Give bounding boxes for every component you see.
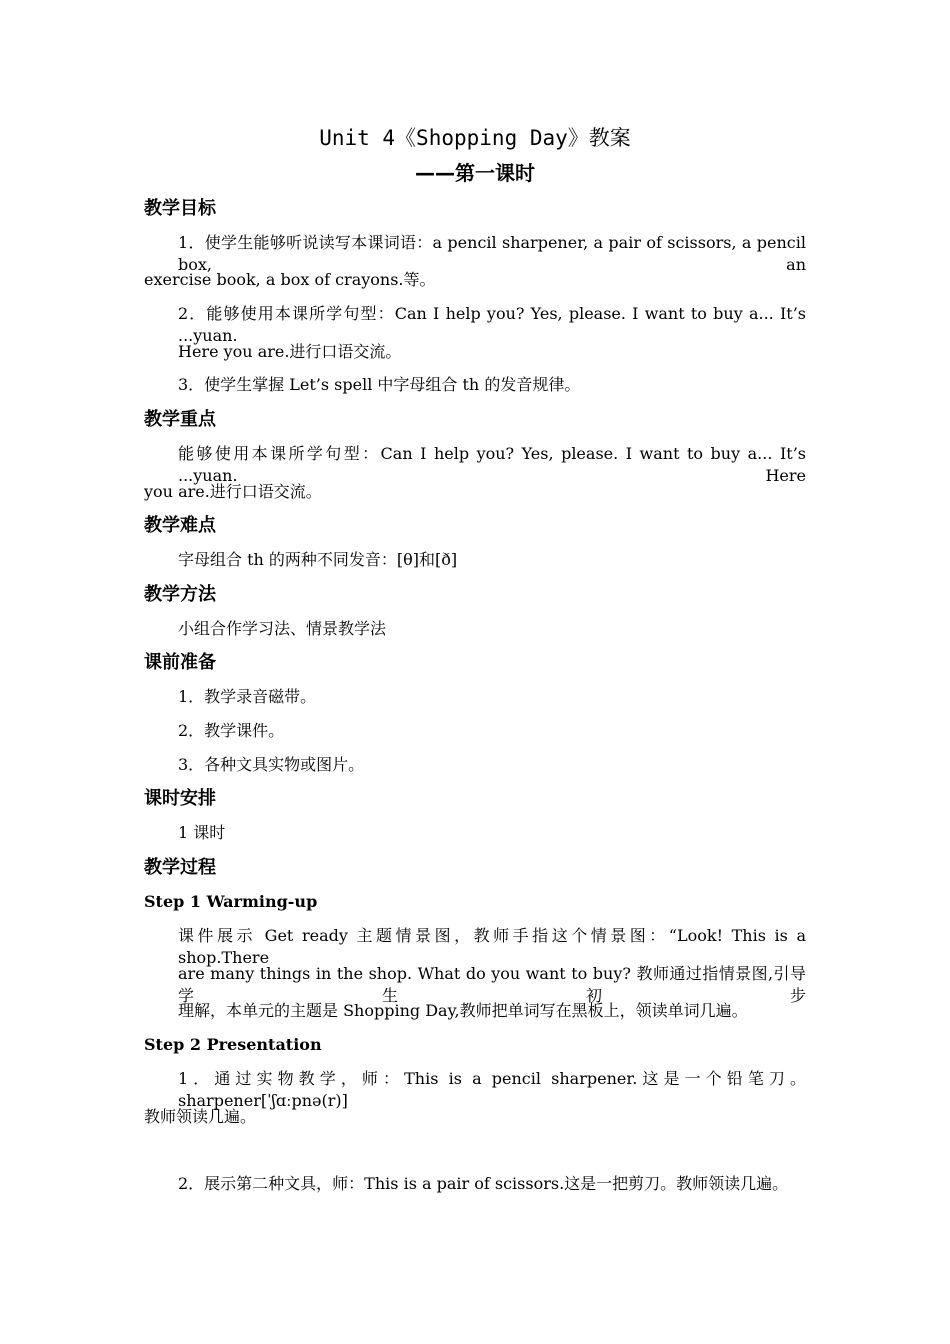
step1-line3: 理解，本单元的主题是 Shopping Day,教师把单词写在黑板上，领读单词几遍。 [178, 1001, 748, 1020]
heading-process: 教学过程 [144, 857, 216, 878]
schedule-text: 1 课时 [178, 823, 226, 842]
preparation-item: 3．各种文具实物或图片。 [178, 755, 365, 774]
objective-2-line2: Here you are.进行口语交流。 [178, 342, 402, 361]
heading-schedule: 课时安排 [144, 788, 216, 809]
step2-item1-line2: 教师领读几遍。 [144, 1107, 257, 1126]
step2-title: Step 2 Presentation [144, 1035, 322, 1054]
objective-2-line1: 2．能够使用本课所学句型：Can I help you? Yes, please. I want to buy a... It’s ...yuan. [178, 304, 806, 345]
doc-subtitle: ——第一课时 [415, 161, 535, 185]
key-points-line1: 能够使用本课所学句型：Can I help you? Yes, please. I want to buy a... It’s ...yuan. Here [178, 444, 806, 485]
key-points-line2: you are.进行口语交流。 [144, 482, 322, 501]
step1-line2: are many things in the shop. What do you want to buy? 教师通过指情景图,引导学生初步 [178, 964, 806, 1005]
step1-title: Step 1 Warming-up [144, 892, 318, 911]
heading-objectives: 教学目标 [144, 198, 216, 219]
objective-3: 3．使学生掌握 Let’s spell 中字母组合 th 的发音规律。 [178, 375, 581, 394]
heading-key-points: 教学重点 [144, 409, 216, 430]
preparation-item: 2．教学课件。 [178, 721, 285, 740]
methods-text: 小组合作学习法、情景教学法 [178, 619, 387, 638]
step2-item1-line1: 1．通过实物教学，师：This is a pencil sharpener.这是一个铅笔刀。sharpener[ˈʃɑːpnə(r)] [178, 1069, 806, 1110]
heading-methods: 教学方法 [144, 584, 216, 605]
objective-1-line2: exercise book, a box of crayons.等。 [144, 270, 436, 289]
objective-1-line1: 1．使学生能够听说读写本课词语：a pencil sharpener, a pair of scissors, a pencil box, an [178, 233, 806, 274]
heading-difficulties: 教学难点 [144, 515, 216, 536]
doc-title: Unit 4《Shopping Day》教案 [319, 126, 631, 150]
heading-preparation: 课前准备 [144, 652, 216, 673]
difficulties-text: 字母组合 th 的两种不同发音：[θ]和[ð] [178, 550, 458, 569]
step1-line1: 课件展示 Get ready 主题情景图，教师手指这个情景图：“Look! This is a shop.There [178, 926, 806, 967]
step2-item2: 2．展示第二种文具，师：This is a pair of scissors.这是一把剪刀。教师领读几遍。 [178, 1174, 789, 1193]
preparation-item: 1．教学录音磁带。 [178, 687, 317, 706]
